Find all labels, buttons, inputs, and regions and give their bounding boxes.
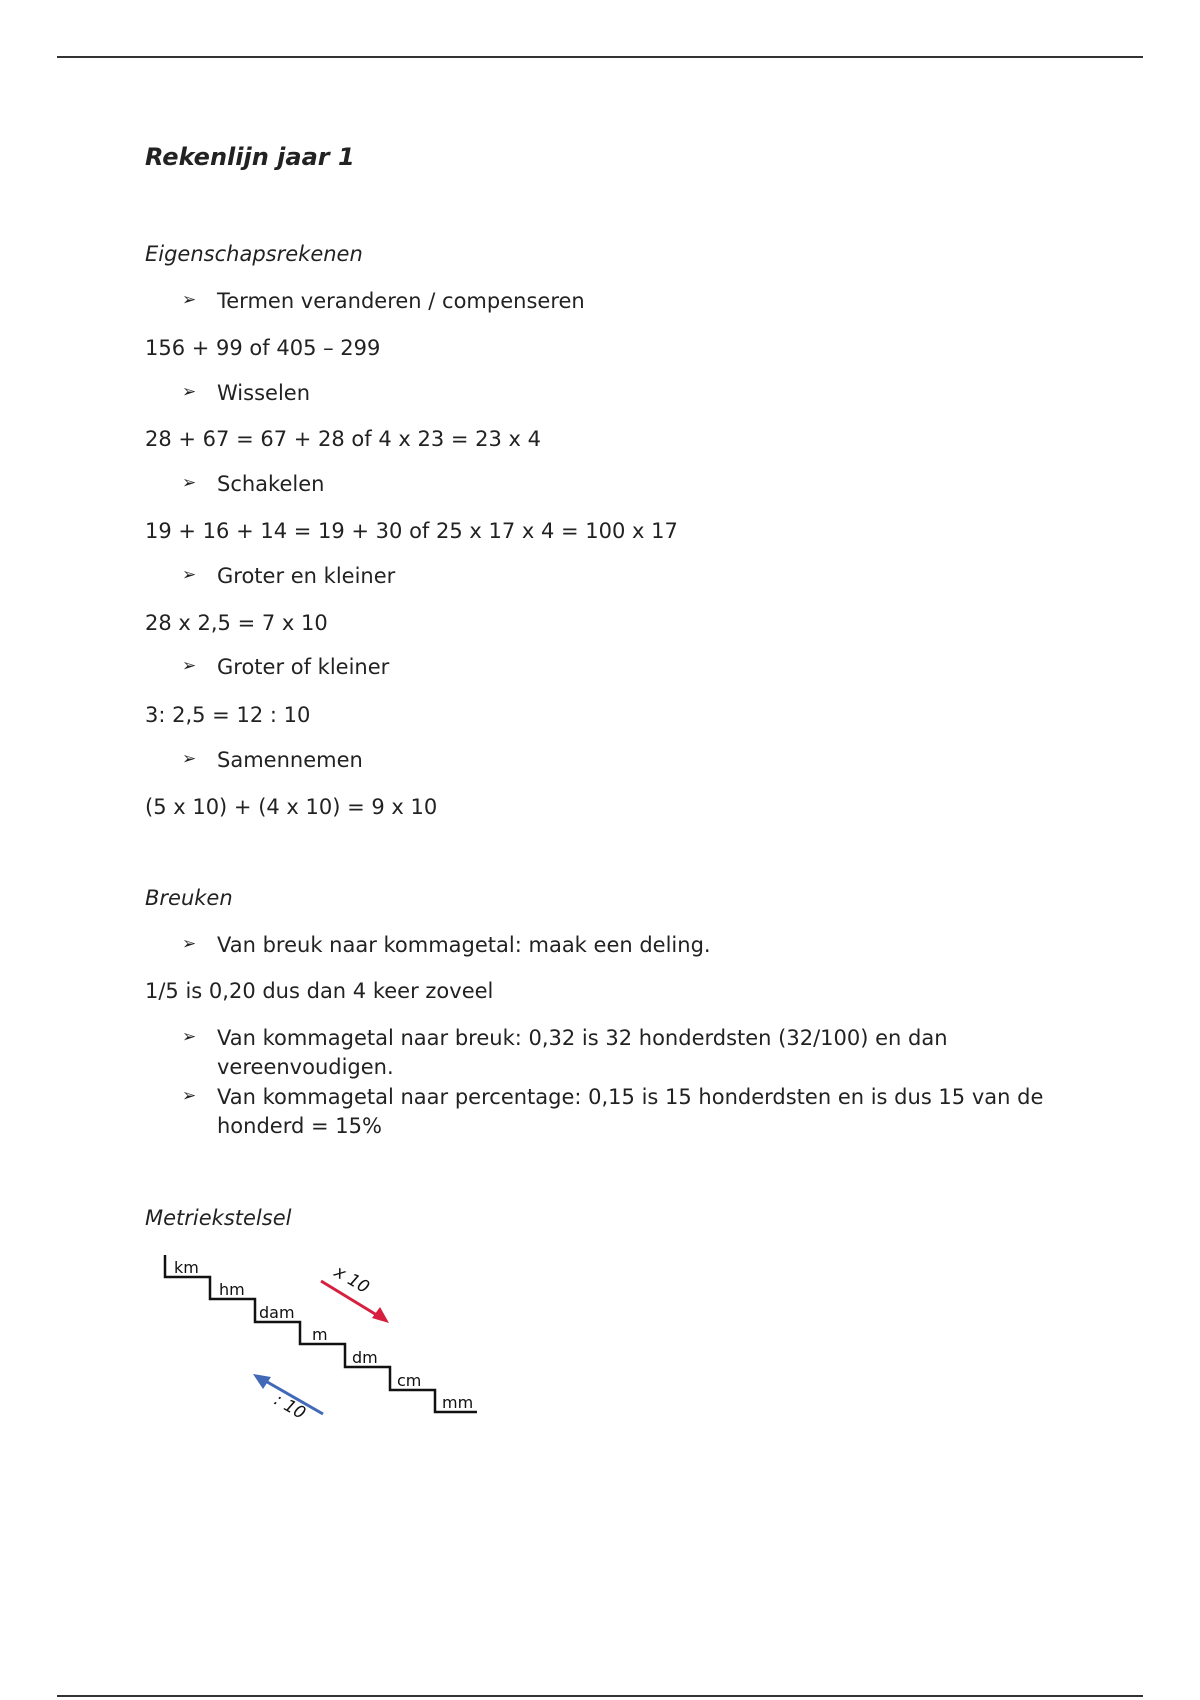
divide-label: : 10 (270, 1390, 309, 1424)
example-line: 19 + 16 + 14 = 19 + 30 of 25 x 17 x 4 = 100 x 17 (145, 519, 678, 543)
example-line: 156 + 99 of 405 – 299 (145, 336, 381, 360)
metric-staircase-diagram (145, 1245, 485, 1425)
bullet-item (182, 562, 1062, 591)
unit-dm: dm (352, 1348, 378, 1367)
example-line: 28 x 2,5 = 7 x 10 (145, 611, 328, 635)
bullet-text: Wisselen (217, 381, 311, 405)
bullet-arrow-icon: ➢ (182, 749, 197, 769)
example-line: 1/5 is 0,20 dus dan 4 keer zoveel (145, 979, 494, 1003)
bullet-text: Groter en kleiner (217, 564, 396, 588)
bullet-item (182, 379, 1062, 408)
example-line: (5 x 10) + (4 x 10) = 9 x 10 (145, 795, 438, 819)
bullet-arrow-icon: ➢ (182, 290, 197, 310)
bullet-item (182, 470, 1062, 499)
bullet-item (182, 746, 1062, 775)
heading-metriekstelsel: Metriekstelsel (145, 1206, 292, 1230)
unit-m: m (312, 1325, 328, 1344)
bullet-arrow-icon: ➢ (182, 565, 197, 585)
bullet-arrow-icon: ➢ (182, 473, 197, 493)
page-title: Rekenlijn jaar 1 (145, 143, 355, 171)
top-rule (57, 56, 1143, 58)
bullet-item (182, 1024, 1062, 1082)
bullet-item (182, 1083, 1062, 1141)
bullet-arrow-icon: ➢ (182, 1027, 197, 1047)
example-line: 28 + 67 = 67 + 28 of 4 x 23 = 23 x 4 (145, 427, 541, 451)
bullet-text: Schakelen (217, 472, 325, 496)
multiply-arrow-icon (372, 1307, 389, 1323)
example-line: 3: 2,5 = 12 : 10 (145, 703, 311, 727)
bullet-item (182, 287, 1062, 316)
bullet-text: Van kommagetal naar percentage: 0,15 is 15 honderdsten en is dus 15 van de honderd = 15% (217, 1085, 1044, 1138)
heading-eigenschapsrekenen: Eigenschapsrekenen (145, 242, 363, 266)
bullet-text: Groter of kleiner (217, 655, 390, 679)
bullet-item (182, 931, 1062, 960)
bullet-text: Van breuk naar kommagetal: maak een deling. (217, 933, 711, 957)
unit-cm: cm (397, 1371, 422, 1390)
bullet-text: Samennemen (217, 748, 363, 772)
bullet-arrow-icon: ➢ (182, 934, 197, 954)
bottom-rule (57, 1695, 1143, 1697)
unit-hm: hm (219, 1280, 245, 1299)
bullet-arrow-icon: ➢ (182, 382, 197, 402)
bullet-arrow-icon: ➢ (182, 656, 197, 676)
multiply-label: x 10 (330, 1262, 373, 1298)
bullet-arrow-icon: ➢ (182, 1086, 197, 1106)
unit-dam: dam (259, 1303, 295, 1322)
bullet-text: Termen veranderen / compenseren (217, 289, 585, 313)
heading-breuken: Breuken (145, 886, 233, 910)
unit-mm: mm (442, 1393, 474, 1412)
unit-km: km (174, 1258, 199, 1277)
bullet-item (182, 653, 1062, 682)
bullet-text: Van kommagetal naar breuk: 0,32 is 32 honderdsten (32/100) en dan vereenvoudigen. (217, 1026, 948, 1079)
